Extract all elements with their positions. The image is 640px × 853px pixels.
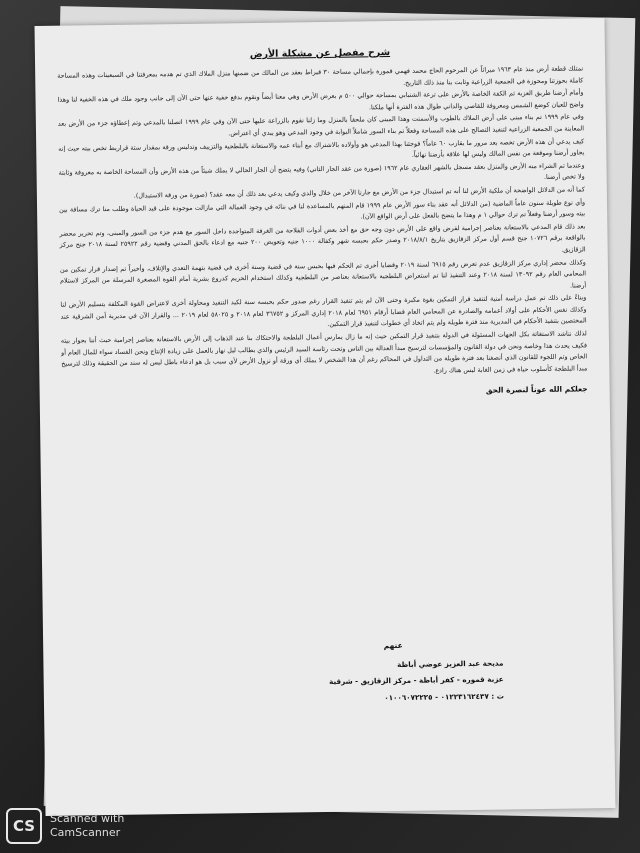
signatory-address: عزبة قموره - كفر أباظة - مركز الزقازيق - شرقية: [329, 674, 504, 686]
paragraph-appeal: لذلك نناشد الاستغاثة بكل الجهات المسئولة في الدولة بتنفيذ قرار التمكين حيث إنه ما زال يمارس أعمال البلطجة والاحتكاك بنا عند الذهاب إلى الأرض بالاستعانة بعناصر إجرامية حيث أننا بجوار بيته فكيف يحدث هذا وخاصة ونحن في دولة القانون والمؤسسات لترسيخ مبدأ العدالة بين الناس وتحت رئاسة السيد الرئيس والذي يطالب ليل نهار بالعمل على زيادة الإنتاج ونحن الفساد سواء للمال العام أو الخاص وتم اللجوء للقانون الذي أنصفنا بعد فترة طويلة من التداول في المحاكم رغم أن هذا الشخص لا يملك أي ورقة أو نزول الأرض لأي سبب بل هو ادعاء باطل ليس له سند من الحقيقة وذلك لترسيخ مبدأ البلطجة كأسلوب حياة في زمن الغابة ليس هناك رادع.: [60, 329, 588, 375]
paragraph-neighbor-contract: وعندما تم الشراء منه الأرض والمنزل بعقد مسجل بالشهر العقاري عام ١٩٦٢ (صورة من عقد الجار الثاني) وفيه يتضح أن الجار الحالي لا يملك شيئاً من هذه الأرض وأن المساحة الخاصة به معروفة وثابتة ولا تخص أرضنا.: [58, 161, 585, 182]
paragraph-road-strip: وأمام أرضنا طريق العزبة ثم الكفة الخاصة بالأرض على ترعة الشنبابي بمساحة حوالي ٥٠٠ م بعرض الأرض وهي معنا أيضاً ونقوم بدفع خفية عنها حتى الآن إلى جانب وجود ملك في هذه الخفية لنا وهذا واضح للعيان كوضع الشمس ومعروفة للقاصي والداني طوال هذه الفترة أنها ملكنا.: [57, 88, 584, 112]
paragraph-claim: كيف يدعي أن هذه الأرض تخصه بعد مرور ما يقارب ٦٠ عاماً؟ فوجئنا بهذا المدعي هو وأولاده بالاشتراك مع أبناء عمه والاستعانة بالبلطجية والتزييف وتدليس ورقة بمقدار ستة قراريط تخص بيته حيث إنه يجاور أرضنا وموقعة من نفس المالك وليس لها علاقة بأرضنا نهائياً.: [58, 136, 585, 159]
signatory-name: مديحة عبد العزيز عوضي أباظة: [397, 658, 504, 670]
watermark-line-2: CamScanner: [50, 826, 121, 839]
paragraph-assault: بعد ذلك قام المدعي بالاستعانة بعناصر إجرامية لفرض واقع على الأرض دون وجه حق مع أخذ بعض أدوات الفلاحة من الغرفة المتواجدة داخل السور مع هدم جزء من السور والمبنى، وتم تحرير محضر بالواقعة برقم ١٠٧٢٦ جنح قسم أول مركز الزقازيق بتاريخ ٢٠١٨/٨/١ وصدر حكم بحبسه شهر وكفالة ١٠٠٠ جنيه وتعويض ٢٠٠ جنيه مع ادعاء بالحق المدني وقضية رقم ٢٥٩٢٢ لسنة ٢٠١٨ جنح مركز الزقازيق.: [59, 222, 586, 254]
paragraph-exchange: كما أنه من الدلائل الواضحة أن ملكية الأرض لنا أنه تم استبدال جزء من الأرض مع جارنا الآخر من خلال والدي وكيف يدعي بعد ذلك أن معه عقد؟ (صورة من ورقة الاستبدال).: [133, 185, 585, 200]
watermark-line-1: Scanned with: [50, 812, 125, 825]
paragraph-enforcement: وبناءً على ذلك تم عمل دراسة أمنية لتنفيذ قرار التمكين بقوة مكبرة وحتى الآن لم يتم تنفيذ القرار رغم صدور حكم بحبسه سنة لكيد التنفيذ ومحاولة أخرى لاعتراض القوة المكلفة بتسليم الأرض لنا وكذلك نفس الأحكام على أولاد أعمامه والصادرة عن المحامي العام قضايا أرقام ٦٩٥١ لعام ٢٠١٨ إداري المركز و ٣٦٧٥٢ لعام ٢٠١٨ و ٥٨٠٢٥ لعام ٢٠١٩ ... والقرار الآن في مديرية أمن الشرقية عند المختصين بتنفيذ الأحكام في المديرية منذ فترة طويلة ولم يتم اتخاذ أي خطوات لتنفيذ قرار التمكين.: [60, 293, 587, 329]
paragraph-building: وفي عام ١٩٩٩ تم بناء مبنى على أرض الملاك بالطوب والأسمنت وهذا المبنى كان ملحقاً بالمنزل وما زلنا نقوم بالزراعة عليها حتى الآن وفي عام ١٩٩٩ اتصلنا بالمدعي وتم إعطاؤه جزء من الأرض بعد المعاينة من الجمعية الزراعية لتنفيذ التصالح على هذه المساحة وفعلاً تم بناء السور شاملاً البوابة في وجود المدعي وهو يبدي أي اعتراض.: [57, 112, 585, 138]
closing-line: جعلكم الله عوناً لنصرة الحق: [485, 384, 588, 396]
paragraph-court-cases: وكذلك محضر إداري مركز الزقازيق عدم تعرض رقم ٦٩١٥ لسنة ٢٠١٩ وقضايا أخرى تم الحكم فيها بحبس سنة في قضية وسنة أخرى في قضية بتهمة التعدي والإتلاف، وأخيراً تم إصدار قرار تمكين من المحامي العام رقم ١٣٠٩٢ لسنة ٢٠١٨ وعند التنفيذ لنا تم استعراض البلطجية بالاستعانة بعناصر من البلطجية وكذلك استخدام الحريم كدروع بشرية أمام القوة المصغرة المرسلة من المركز لاستلام أرضنا.: [59, 257, 587, 290]
document-body: [35, 63, 610, 401]
signature-heading: عنهم: [383, 640, 403, 651]
camscanner-logo-icon: CS: [6, 808, 42, 844]
scanner-watermark: [50, 812, 124, 840]
paragraph-wall: وأي نوع طويلة سنون عاماً الماضية (من الدلائل أنه عقد بناء سور الأرض عام ١٩٩٩ قام المنهم بالمساعدة لنا في بنائه في وجود العمالة التي مازالت موجودة على قيد الحياة وطلب منا ترك مسافة بين بيته وسور أرضنا وفعلاً تم ترك حوالي ١ م وهذا ما يتضح بالفعل على أرض الواقع الآن).: [59, 197, 586, 221]
signatory-phone: ت : ٠١٢٢٣١٦٢٤٣٧ - ٠١٠٠٦٠٧٢٢٢٥: [384, 691, 504, 703]
document-page: [35, 18, 616, 816]
signature-block: [283, 640, 504, 704]
paragraph-ownership: نمتلك قطعة أرض منذ عام ١٩٦٣ ميراثاً عن المرحوم الحاج محمد فهمي قمورة بإجمالي مساحة ٣٠ قيراط بعقد من المالك من ضمنها منزل الملاك الذي تم هدمه بمعرفتنا في السبعينات وهذه المساحة كاملة بحوزتنا ومحوزة في الجمعية الزراعية وثابت بنا منذ ذلك التاريخ.: [57, 64, 584, 87]
document-title: شرح مفصل عن مشكلة الأرض: [249, 47, 391, 61]
